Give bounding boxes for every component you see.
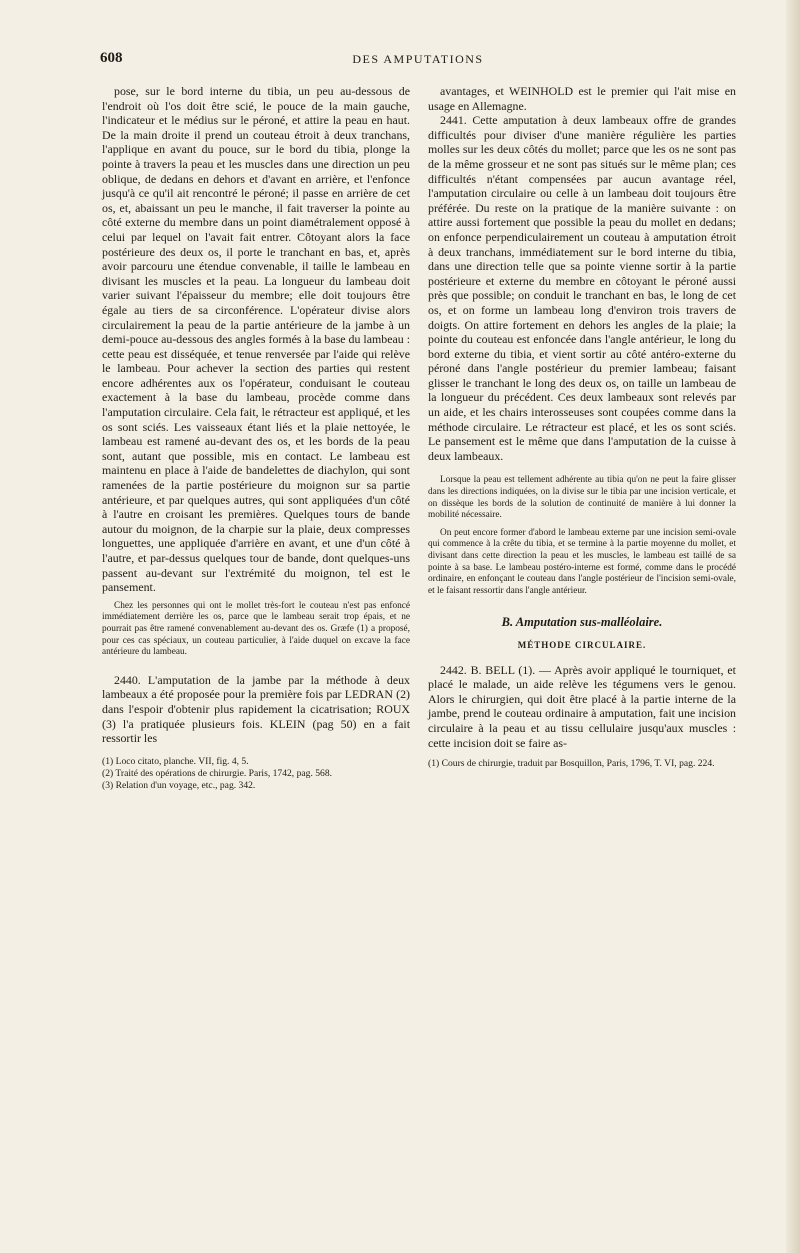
section-subheading: MÉTHODE CIRCULAIRE.	[517, 639, 647, 650]
left-column	[102, 84, 410, 792]
paragraph-2442: 2442. B. BELL (1). — Après avoir appliqué le tourniquet, et placé le malade, un aide relève les tégumens vers le genou. Alors le chirurgien, qui doit être placé à la partie interne de la jambe, prend le couteau ordinaire à amputation, fait une incision circulaire à la peau et au tissu cellulaire jusqu'aux muscles : cette incision doit se faire as-	[428, 662, 736, 750]
page-number: 608	[100, 50, 123, 66]
page-edge-shadow	[786, 0, 800, 1253]
paragraph-2440-continued: avantages, et WEINHOLD est le premier qui l'ait mise en usage en Allemagne.	[428, 84, 736, 113]
footnote-2: (2) Traité des opérations de chirurgie. Paris, 1742, pag. 568.	[102, 767, 333, 779]
note-external-flap: On peut encore former d'abord le lambeau externe par une incision semi-ovale qui commence à la crête du tibia, et se termine à la partie moyenne du mollet, et divisant dans cette direction la peau et les muscles, le lambeau est taillé de sa pointe à sa base. Le lambeau postéro-interne est formé, comme dans le procédé ordinaire, en enfonçant le couteau dans l'angle postérieur de l'incision semi-ovale, et le faisant ressortir dans l'angle antérieur.	[428, 527, 736, 596]
paragraph-2439-continued: pose, sur le bord interne du tibia, un peu au-dessous de l'endroit où l'os doit être scié, le pouce de la main gauche, l'indicateur et le médius sur le péroné, et attire la peau en haut. De la main droite il prend un couteau étroit à deux tranchans, l'applique en avant du pouce, sur le bord du tibia, plonge la pointe à travers la peau et les muscles dans une direction un peu oblique, de dedans en dehors et d'avant en arrière, et l'enfonce jusqu'à ce qu'il ait rencontré le péroné; il passe en arrière de cet os, et, abaissant un peu le manche, il fait traverser la pointe au côté externe du membre dans un point diamétralement opposé à celui par lequel on l'avait fait entrer. Côtoyant alors la face postérieure des deux os, il porte le tranchant en bas, et, après avoir parcouru une étendue convenable, il taille le lambeau en divisant les muscles et la peau. La longueur du lambeau doit varier suivant l'épaisseur du membre; elle doit toujours être égale au tiers de sa circonférence. L'opérateur divise alors circulairement la peau de la partie antérieure de la jambe à un demi-pouce au-dessous des angles formés à la base du lambeau : cette peau est disséquée, et tenue renversée par l'aide qui relève le lambeau. Pour achever la section des parties qui restent encore adhérentes aux os l'opérateur, conduisant le couteau exactement à la base du lambeau, procède comme dans l'amputation circulaire. Cela fait, le rétracteur est appliqué, et les os sont sciés. Les vaisseaux étant liés et la plaie nettoyée, le lambeau est ramené au-devant des os, et les bords de la peau sont, autant que possible, mis en contact. Le lambeau est maintenu en place à l'aide de bandelettes de diachylon, qui sont ramenées de la partie postérieure du moignon sur sa partie antérieure, et par quelques autres, qui sont appliquées d'un côté à l'autre en croisant les premières. Quelques tours de bande autour du moignon, de la charpie sur la plaie, deux compresses longuettes, une appliquée d'arrière en avant, et une d'un côté à l'autre, et par-dessus quelques tour de bande, dont quelques-uns passent au-devant sur l'extrémité du moignon, tel est le pansement.	[102, 84, 410, 595]
note-graefe: Chez les personnes qui ont le mollet très-fort le couteau n'est pas enfoncé immédiatement derrière les os, parce que le lambeau serait trop épais, et ne pourrait pas être ramené convenablement au-devant des os. Græfe (1) a proposé, pour ces cas spéciaux, un couteau particulier, à l'aide duquel on excave la face antérieure du lambeau.	[102, 600, 410, 658]
page-header	[98, 50, 738, 72]
section-heading: B. Amputation sus-malléolaire.	[501, 615, 663, 630]
footnote-1: (1) Loco citato, planche. VII, fig. 4, 5.	[102, 755, 249, 767]
right-column	[428, 84, 736, 770]
paragraph-2440: 2440. L'amputation de la jambe par la méthode à deux lambeaux a été proposée pour la première fois par LEDRAN (2) dans l'espoir d'obtenir plus rapidement la cicatrisation; ROUX (3) l'a pratiquée plusieurs fois. KLEIN (pag 50) en a fait ressortir les	[102, 672, 410, 746]
paragraph-2441: 2441. Cette amputation à deux lambeaux offre de grandes difficultés pour diviser d'une manière régulière les parties molles sur les deux côtés du mollet; parce que les os ne sont pas de la même grosseur et ne sont pas situés sur le même plan; ces difficultés n'étant compensées par aucun avantage réel, l'amputation circulaire ou celle à un lambeau doit toujours être préférée. Du reste on la pratique de la manière suivante : on attire aussi fortement que possible la peau du mollet en dedans; on enfonce perpendiculairement un couteau à amputation étroit à deux tranchans, immédiatement sur le bord interne du tibia, dans une direction telle que sa pointe vienne sortir à la partie postérieure et externe du membre en côtoyant le péroné aussi près que possible; on conduit le tranchant en bas, le long de cet os, et on forme un lambeau long d'environ trois travers de doigts. On attire fortement en dehors les angles de la plaie; la pointe du couteau est enfoncée dans l'angle antérieur, le long du bord externe du tibia, et vient sortir au côté antéro-externe du péroné dans l'angle postérieur du premier lambeau; faisant glisser le tranchant le long des deux os, on taille un lambeau de la longueur du précédent. Ces deux lambeaux sont relevés par un aide, et les chairs interosseuses sont coupées comme dans la méthode circulaire. Le rétracteur est placé, et les os sont sciés. Le pansement est le même que dans l'amputation de la cuisse à deux lambeaux.	[428, 113, 736, 463]
footnote-3: (3) Relation d'un voyage, etc., pag. 342.	[102, 779, 256, 791]
left-footnotes	[102, 756, 410, 792]
footnote-bell: (1) Cours de chirurgie, traduit par Bosquillon, Paris, 1796, T. VI, pag. 224.	[428, 758, 715, 770]
running-title: DES AMPUTATIONS	[352, 52, 484, 66]
note-adherent-skin: Lorsque la peau est tellement adhérente au tibia qu'on ne peut la faire glisser dans les directions indiquées, on la divise sur le tibia par une incision verticale, et on dissèque les bords de la solution de continuité de manière à lui donner la mobilité nécessaire.	[428, 475, 736, 521]
